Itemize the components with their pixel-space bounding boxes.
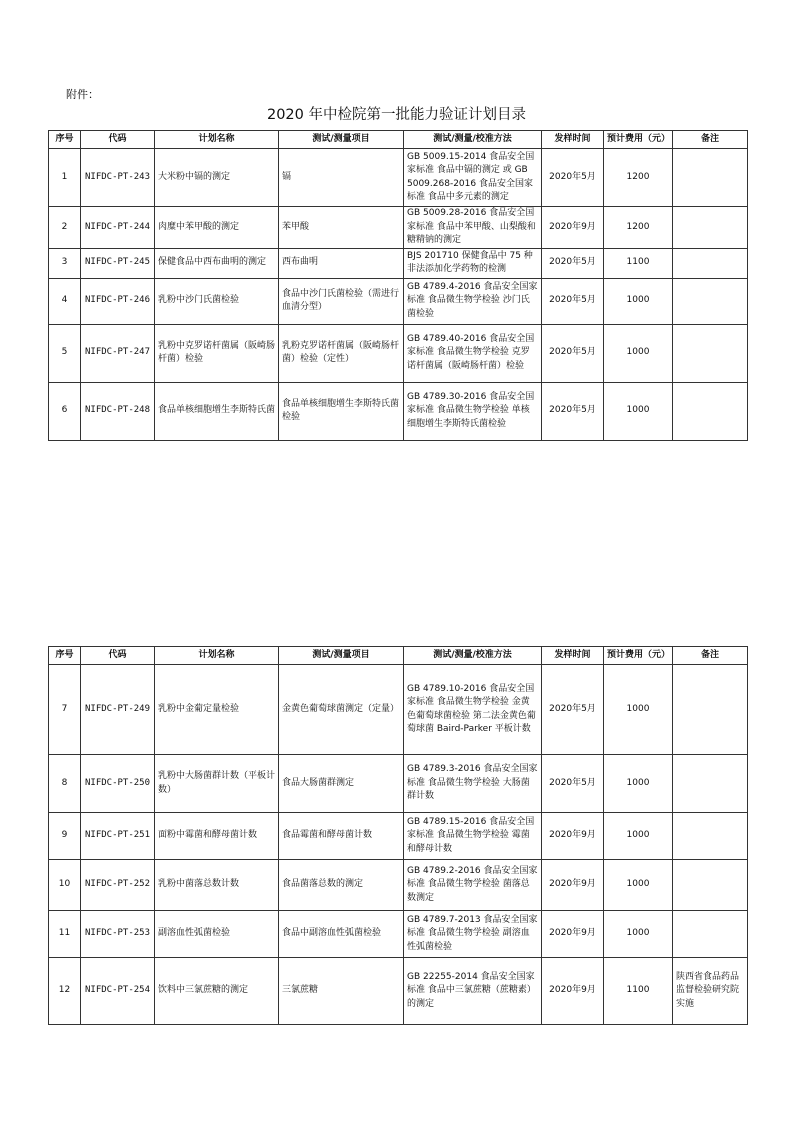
- cell-plan-name: 乳粉中菌落总数计数: [155, 860, 279, 911]
- cell-note: 陕西省食品药品监督检验研究院实施: [673, 958, 748, 1025]
- cell-method: BJS 201710 保健食品中 75 种非法添加化学药物的检测: [404, 248, 542, 278]
- cell-note: [673, 382, 748, 440]
- cell-dispatch-time: 2020年5月: [542, 248, 604, 278]
- cell-cost: 1000: [604, 813, 673, 860]
- cell-dispatch-time: 2020年5月: [542, 382, 604, 440]
- cell-note: [673, 813, 748, 860]
- cell-method: GB 4789.7-2013 食品安全国家标准 食品微生物学检验 副溶血性弧菌检验: [404, 911, 542, 958]
- cell-method: GB 4789.2-2016 食品安全国家标准 食品微生物学检验 菌落总数测定: [404, 860, 542, 911]
- header-cost: 预计费用（元）: [604, 131, 673, 149]
- cell-no: 10: [49, 860, 81, 911]
- cell-plan-name: 大米粉中镉的测定: [155, 149, 279, 207]
- cell-no: 9: [49, 813, 81, 860]
- cell-dispatch-time: 2020年9月: [542, 207, 604, 249]
- cell-plan-name: 食品单核细胞增生李斯特氏菌: [155, 382, 279, 440]
- cell-test-item: 食品霉菌和酵母菌计数: [279, 813, 404, 860]
- cell-cost: 1000: [604, 324, 673, 382]
- cell-no: 2: [49, 207, 81, 249]
- cell-code: NIFDC-PT-245: [81, 248, 155, 278]
- table-row: [49, 324, 748, 382]
- cell-cost: 1000: [604, 860, 673, 911]
- header-test-item: 测试/测量项目: [279, 647, 404, 665]
- cell-cost: 1000: [604, 911, 673, 958]
- cell-note: [673, 207, 748, 249]
- cell-dispatch-time: 2020年9月: [542, 911, 604, 958]
- table-row: [49, 958, 748, 1025]
- table-row: [49, 813, 748, 860]
- cell-dispatch-time: 2020年5月: [542, 755, 604, 813]
- cell-test-item: 苯甲酸: [279, 207, 404, 249]
- cell-code: NIFDC-PT-246: [81, 278, 155, 324]
- cell-code: NIFDC-PT-244: [81, 207, 155, 249]
- cell-no: 8: [49, 755, 81, 813]
- attachment-label: 附件：: [66, 88, 99, 101]
- cell-dispatch-time: 2020年5月: [542, 149, 604, 207]
- table-row: [49, 665, 748, 755]
- cell-method: GB 4789.15-2016 食品安全国家标准 食品微生物学检验 霉菌和酵母计数: [404, 813, 542, 860]
- cell-method: GB 4789.40-2016 食品安全国家标准 食品微生物学检验 克罗诺杆菌属（阪崎肠杆菌）检验: [404, 324, 542, 382]
- cell-code: NIFDC-PT-250: [81, 755, 155, 813]
- cell-code: NIFDC-PT-251: [81, 813, 155, 860]
- header-cost: 预计费用（元）: [604, 647, 673, 665]
- cell-cost: 1100: [604, 958, 673, 1025]
- cell-plan-name: 饮料中三氯蔗糖的测定: [155, 958, 279, 1025]
- header-method: 测试/测量/校准方法: [404, 647, 542, 665]
- cell-dispatch-time: 2020年5月: [542, 665, 604, 755]
- cell-plan-name: 面粉中霉菌和酵母菌计数: [155, 813, 279, 860]
- cell-cost: 1000: [604, 278, 673, 324]
- header-no: 序号: [49, 647, 81, 665]
- cell-note: [673, 755, 748, 813]
- header-note: 备注: [673, 647, 748, 665]
- cell-no: 4: [49, 278, 81, 324]
- cell-plan-name: 副溶血性弧菌检验: [155, 911, 279, 958]
- cell-code: NIFDC-PT-254: [81, 958, 155, 1025]
- cell-note: [673, 665, 748, 755]
- cell-note: [673, 278, 748, 324]
- cell-code: NIFDC-PT-248: [81, 382, 155, 440]
- table-row: [49, 911, 748, 958]
- cell-note: [673, 248, 748, 278]
- cell-plan-name: 乳粉中沙门氏菌检验: [155, 278, 279, 324]
- cell-method: GB 4789.10-2016 食品安全国家标准 食品微生物学检验 金黄色葡萄球菌检验 第二法金黄色葡萄球菌 Baird-Parker 平板计数: [404, 665, 542, 755]
- cell-plan-name: 保健食品中西布曲明的测定: [155, 248, 279, 278]
- cell-note: [673, 860, 748, 911]
- header-note: 备注: [673, 131, 748, 149]
- cell-test-item: 乳粉克罗诺杆菌属（阪崎肠杆菌）检验（定性）: [279, 324, 404, 382]
- plan-table-2: [48, 646, 748, 1025]
- cell-code: NIFDC-PT-243: [81, 149, 155, 207]
- header-dispatch-time: 发样时间: [542, 131, 604, 149]
- table-row: [49, 755, 748, 813]
- table-row: [49, 248, 748, 278]
- cell-cost: 1200: [604, 149, 673, 207]
- table-header-row: [49, 647, 748, 665]
- cell-cost: 1100: [604, 248, 673, 278]
- cell-cost: 1000: [604, 755, 673, 813]
- cell-cost: 1200: [604, 207, 673, 249]
- cell-plan-name: 乳粉中克罗诺杆菌属（阪崎肠杆菌）检验: [155, 324, 279, 382]
- table-row: [49, 149, 748, 207]
- plan-table-1: [48, 130, 748, 441]
- cell-note: [673, 911, 748, 958]
- table-row: [49, 278, 748, 324]
- cell-plan-name: 乳粉中金葡定量检验: [155, 665, 279, 755]
- table-row: [49, 860, 748, 911]
- cell-test-item: 食品菌落总数的测定: [279, 860, 404, 911]
- cell-no: 11: [49, 911, 81, 958]
- cell-test-item: 食品中副溶血性弧菌检验: [279, 911, 404, 958]
- header-dispatch-time: 发样时间: [542, 647, 604, 665]
- cell-method: GB 4789.30-2016 食品安全国家标准 食品微生物学检验 单核细胞增生李斯特氏菌检验: [404, 382, 542, 440]
- cell-cost: 1000: [604, 665, 673, 755]
- cell-code: NIFDC-PT-253: [81, 911, 155, 958]
- cell-code: NIFDC-PT-252: [81, 860, 155, 911]
- cell-test-item: 三氯蔗糖: [279, 958, 404, 1025]
- cell-plan-name: 肉糜中苯甲酸的测定: [155, 207, 279, 249]
- cell-note: [673, 149, 748, 207]
- header-plan-name: 计划名称: [155, 131, 279, 149]
- cell-plan-name: 乳粉中大肠菌群计数（平板计数）: [155, 755, 279, 813]
- cell-no: 6: [49, 382, 81, 440]
- cell-dispatch-time: 2020年9月: [542, 860, 604, 911]
- cell-no: 7: [49, 665, 81, 755]
- cell-test-item: 金黄色葡萄球菌测定（定量）: [279, 665, 404, 755]
- cell-no: 3: [49, 248, 81, 278]
- cell-method: GB 5009.15-2014 食品安全国家标准 食品中镉的测定 或 GB 5009.268-2016 食品安全国家标准 食品中多元素的测定: [404, 149, 542, 207]
- document-title: 2020 年中检院第一批能力验证计划目录: [266, 107, 526, 123]
- table-row: [49, 207, 748, 249]
- cell-no: 1: [49, 149, 81, 207]
- table-row: [49, 382, 748, 440]
- table-header-row: [49, 131, 748, 149]
- cell-method: GB 4789.3-2016 食品安全国家标准 食品微生物学检验 大肠菌群计数: [404, 755, 542, 813]
- header-code: 代码: [81, 131, 155, 149]
- cell-test-item: 食品大肠菌群测定: [279, 755, 404, 813]
- cell-dispatch-time: 2020年5月: [542, 278, 604, 324]
- cell-test-item: 食品中沙门氏菌检验（需进行血清分型）: [279, 278, 404, 324]
- cell-no: 5: [49, 324, 81, 382]
- cell-dispatch-time: 2020年5月: [542, 324, 604, 382]
- header-test-item: 测试/测量项目: [279, 131, 404, 149]
- cell-test-item: 西布曲明: [279, 248, 404, 278]
- header-code: 代码: [81, 647, 155, 665]
- cell-dispatch-time: 2020年9月: [542, 813, 604, 860]
- header-method: 测试/测量/校准方法: [404, 131, 542, 149]
- cell-method: GB 4789.4-2016 食品安全国家标准 食品微生物学检验 沙门氏菌检验: [404, 278, 542, 324]
- cell-dispatch-time: 2020年9月: [542, 958, 604, 1025]
- cell-no: 12: [49, 958, 81, 1025]
- cell-method: GB 22255-2014 食品安全国家标准 食品中三氯蔗糖（蔗糖素）的测定: [404, 958, 542, 1025]
- cell-code: NIFDC-PT-247: [81, 324, 155, 382]
- cell-method: GB 5009.28-2016 食品安全国家标准 食品中苯甲酸、山梨酸和糖精钠的测定: [404, 207, 542, 249]
- cell-test-item: 食品单核细胞增生李斯特氏菌检验: [279, 382, 404, 440]
- cell-note: [673, 324, 748, 382]
- header-plan-name: 计划名称: [155, 647, 279, 665]
- cell-test-item: 镉: [279, 149, 404, 207]
- header-no: 序号: [49, 131, 81, 149]
- cell-cost: 1000: [604, 382, 673, 440]
- cell-code: NIFDC-PT-249: [81, 665, 155, 755]
